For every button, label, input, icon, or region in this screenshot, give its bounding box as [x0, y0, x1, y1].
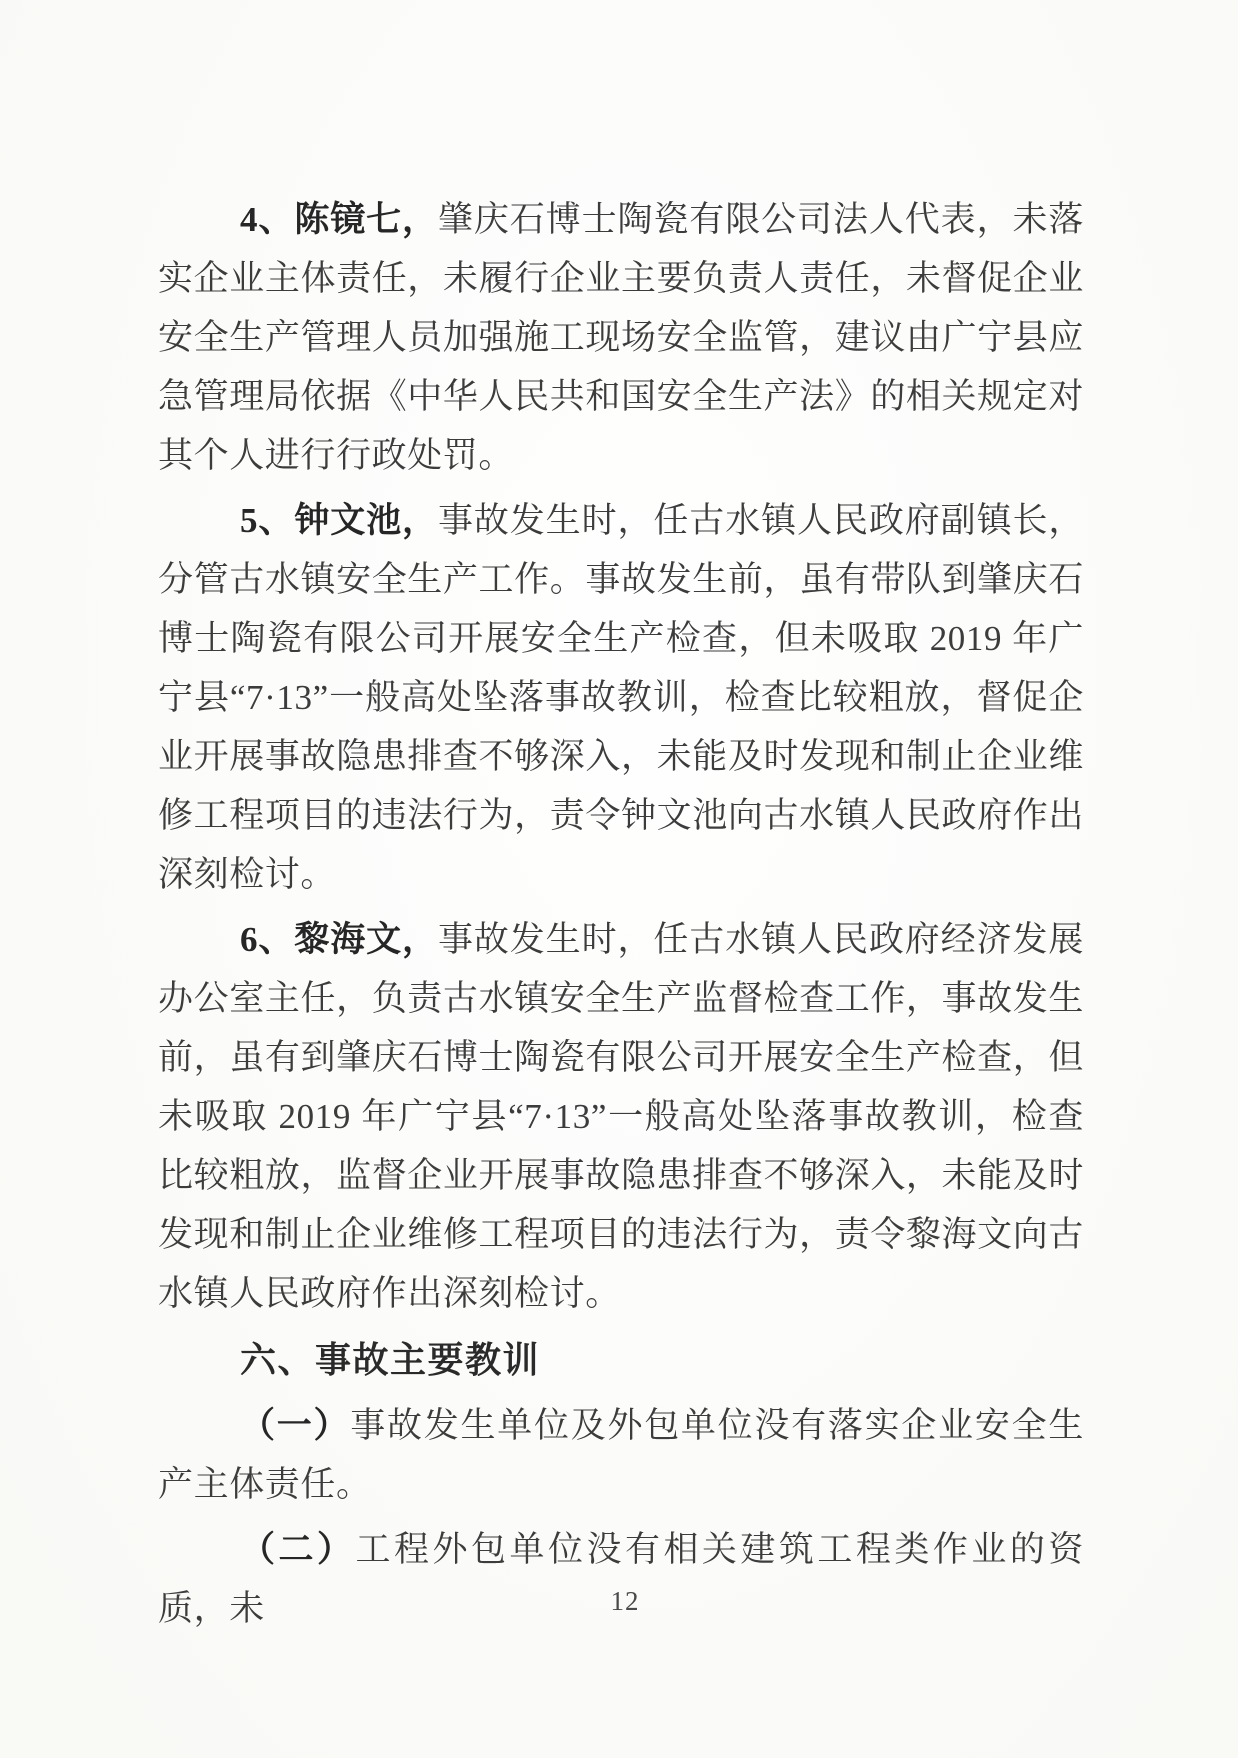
paragraph-lead: （二）: [240, 1530, 356, 1569]
paragraph-text: 事故发生时，任古水镇人民政府副镇长，分管古水镇安全生产工作。事故发生前，虽有带队到肇庆石博士陶瓷有限公司开展安全生产检查，但未吸取 2019 年广宁县“7·13”一般高处坠落事故教训，检查比较粗放，督促企业开展事故隐患排查不够深入，未能及时发现和制止企业维修工程项目的违法行为，责令钟文池向古水镇人民政府作出深刻检讨。: [158, 501, 1084, 894]
paragraph-text: 工程外包单位没有相关建筑工程类作业的资质，未: [158, 1530, 1084, 1628]
paragraph-lead: 4、陈镜七，: [240, 200, 438, 239]
paragraph-lead: （一）: [240, 1406, 351, 1445]
document-body: [158, 190, 1084, 1644]
paragraph: [158, 190, 1084, 485]
paragraph: [158, 910, 1084, 1323]
paragraph-text: 事故发生时，任古水镇人民政府经济发展办公室主任，负责古水镇安全生产监督检查工作，事故发生前，虽有到肇庆石博士陶瓷有限公司开展安全生产检查，但未吸取 2019 年广宁县“7·13”一般高处坠落事故教训，检查比较粗放，监督企业开展事故隐患排查不够深入，未能及时发现和制止企业维修工程项目的违法行为，责令黎海文向古水镇人民政府作出深刻检讨。: [158, 920, 1084, 1313]
paragraph-lead: 5、钟文池，: [240, 501, 438, 540]
paragraph: [158, 1396, 1084, 1514]
paragraph-lead: 6、黎海文，: [240, 920, 438, 959]
section-heading: 六、事故主要教训: [240, 1339, 541, 1380]
paragraph-text: 肇庆石博士陶瓷有限公司法人代表，未落实企业主体责任，未履行企业主要负责人责任，未督促企业安全生产管理人员加强施工现场安全监管，建议由广宁县应急管理局依据《中华人民共和国安全生产法》的相关规定对其个人进行行政处罚。: [158, 200, 1084, 475]
paragraph-text: 事故发生单位及外包单位没有落实企业安全生产主体责任。: [158, 1406, 1084, 1504]
paragraph: [158, 491, 1084, 904]
page-number: 12: [610, 1586, 640, 1616]
paragraph: [158, 1520, 1084, 1638]
